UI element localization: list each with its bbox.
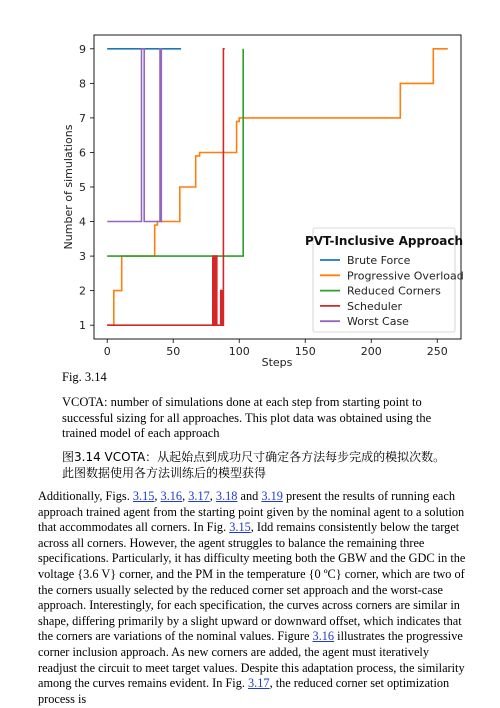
y-tick-label: 4 [79, 215, 86, 229]
series-line-scheduler [107, 49, 225, 325]
figure-caption-chinese [62, 449, 482, 481]
paragraph-text: , Idd remains consistently below the target across all corners. However, the agent struggles to balance the remaining three specifications. Particularly, it has difficulty meeting both the GBW and the GDC in the voltage {3.6 V} corner, and the PM in the temperature {0 ºC} corner, which are two of the corners usually selected by the reduced corner set approach and the worst-case approach. Interestingly, for each specification, the curves across corners are similar in shape, differing primarily by a slight upward or downward offset, which indicates that the corners are variations of the nominal values. Figure [38, 520, 466, 644]
paragraph-text: present the results of running each approach trained agent from the starting point given by the nominal agent to a solution that accommodates all corners. In Fig. [38, 489, 465, 535]
legend-label: Reduced Corners [347, 284, 441, 298]
x-tick-label: 50 [166, 345, 181, 358]
figure-caption-english: VCOTA: number of simulations done at each step from starting point to successful sizing for all approaches. This plot data was obtained using the trained model of each approach [62, 395, 432, 440]
figure-label: Fig. 3.14 [62, 370, 107, 384]
y-tick-label: 8 [79, 77, 86, 91]
caption-zh-line2: 此图数据使用各方法训练后的模型获得 [62, 466, 267, 480]
paragraph-text: , [182, 489, 189, 503]
fig-ref-3-15[interactable]: 3.15 [229, 520, 251, 535]
x-tick-label: 100 [228, 345, 250, 358]
y-axis-ticks [79, 43, 94, 332]
x-tick-label: 250 [426, 345, 448, 358]
y-tick-label: 5 [79, 181, 86, 194]
fig-ref-3-16[interactable]: 3.16 [312, 629, 335, 644]
paragraph-text: Additionally, Figs. [38, 489, 133, 503]
series-line-worst-case [107, 49, 162, 222]
y-tick-label: 1 [79, 319, 86, 333]
legend-label: Worst Case [347, 315, 409, 329]
y-axis-label: Number of simulations [62, 124, 75, 250]
x-tick-label: 0 [103, 345, 111, 358]
legend-label: Scheduler [347, 299, 403, 313]
y-tick-label: 7 [79, 111, 86, 125]
x-tick-label: 200 [360, 345, 382, 358]
body-paragraph [38, 489, 466, 707]
fig-ref-3-15[interactable]: 3.15 [132, 489, 155, 503]
paragraph-text: , [154, 489, 161, 503]
y-tick-label: 9 [79, 42, 86, 56]
y-tick-label: 2 [79, 284, 86, 298]
y-tick-label: 6 [79, 146, 86, 160]
legend-title: PVT-Inclusive Approach [304, 234, 464, 248]
paragraph-text: , the reduced corner set optimization process is [38, 676, 450, 706]
paragraph-text: , [209, 489, 216, 503]
y-tick-label: 3 [79, 250, 86, 264]
fig-ref-3-18[interactable]: 3.18 [215, 489, 238, 503]
paragraph-text: illustrates the progressive corner inclusion approach. As new corners are added, the agent must iteratively readjust the circuit to meet target values. Despite this adaptation process, the similarity among the curves remains evident. In Fig. [38, 629, 465, 691]
fig-ref-3-16[interactable]: 3.16 [160, 489, 183, 503]
caption-zh-line1: 图3.14 VCOTA：从起始点到成功尺寸确定各方法每步完成的模拟次数。 [62, 450, 446, 464]
legend-label: Progressive Overload [347, 269, 464, 283]
fig-ref-3-19[interactable]: 3.19 [261, 489, 283, 503]
fig-ref-3-17[interactable]: 3.17 [188, 489, 210, 503]
x-axis-label: Steps [261, 356, 293, 369]
x-tick-label: 150 [294, 345, 316, 358]
legend-label: Brute Force [347, 254, 411, 267]
paragraph-text: and [237, 489, 262, 503]
legend [305, 228, 464, 332]
fig-ref-3-17[interactable]: 3.17 [248, 676, 270, 691]
